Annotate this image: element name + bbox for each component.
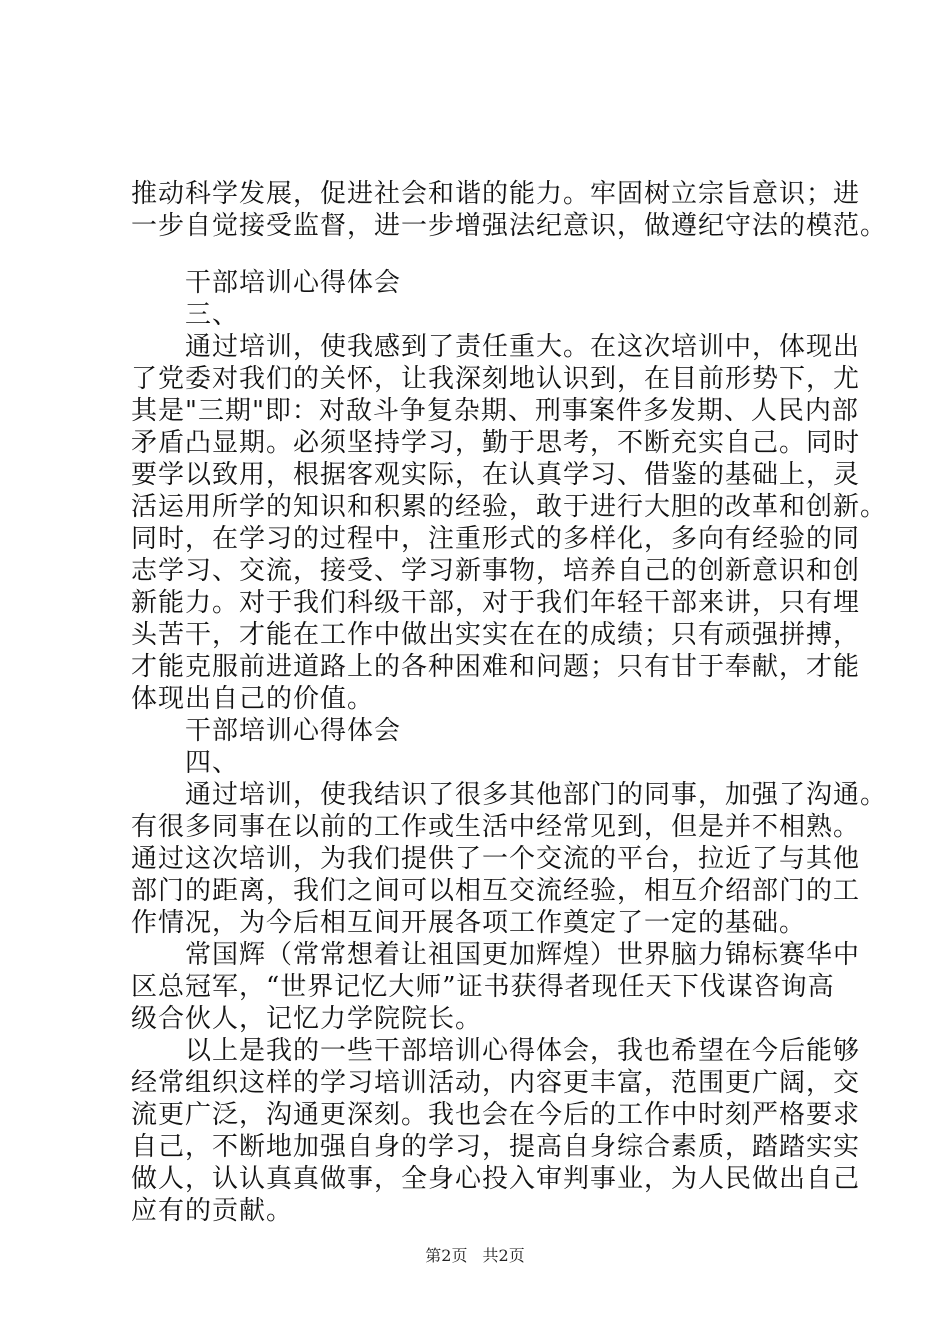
text-line: 应有的贡献。 — [131, 1196, 294, 1226]
section-heading: 干部培训心得体会 — [185, 268, 402, 298]
text-line: 体现出自己的价值。 — [131, 684, 375, 714]
text-line: 活运用所学的知识和积累的经验，敢于进行大胆的改革和创新。 — [131, 492, 888, 522]
text-line: 新能力。对于我们科级干部，对于我们年轻干部来讲，只有埋 — [131, 588, 861, 618]
text-line: 以上是我的一些干部培训心得体会，我也希望在今后能够 — [185, 1036, 861, 1066]
page-number: 第2页 — [425, 1246, 468, 1265]
text-line: 常国辉（常常想着让祖国更加辉煌）世界脑力锦标赛华中 — [185, 940, 861, 970]
text-line: 一步自觉接受监督，进一步增强法纪意识，做遵纪守法的模范。 — [131, 211, 888, 241]
page-footer — [0, 1243, 950, 1266]
text-line: 经常组织这样的学习培训活动，内容更丰富，范围更广阔，交 — [131, 1068, 861, 1098]
text-line: 作情况，为今后相互间开展各项工作奠定了一定的基础。 — [131, 908, 807, 938]
text-line: 同时，在学习的过程中，注重形式的多样化，多向有经验的同 — [131, 524, 861, 554]
section-number: 四、 — [185, 748, 240, 778]
text-line: 矛盾凸显期。必须坚持学习，勤于思考，不断充实自己。同时 — [131, 428, 861, 458]
text-line: 通过培训，使我感到了责任重大。在这次培训中，体现出 — [185, 332, 861, 362]
text-line: 做人，认认真真做事，全身心投入审判事业，为人民做出自己 — [131, 1164, 861, 1194]
text-line: 要学以致用，根据客观实际，在认真学习、借鉴的基础上，灵 — [131, 460, 861, 490]
text-line: 了党委对我们的关怀，让我深刻地认识到，在目前形势下，尤 — [131, 364, 861, 394]
text-line: 通过这次培训，为我们提供了一个交流的平台，拉近了与其他 — [131, 844, 861, 874]
text-line: 推动科学发展，促进社会和谐的能力。牢固树立宗旨意识；进 — [131, 179, 861, 209]
text-line: 部门的距离，我们之间可以相互交流经验，相互介绍部门的工 — [131, 876, 861, 906]
section-three — [131, 267, 888, 1227]
text-line: 才能克服前进道路上的各种困难和问题；只有甘于奉献，才能 — [131, 652, 861, 682]
text-line: 区总冠军，“世界记忆大师”证书获得者现任天下伐谋咨询高 — [131, 972, 835, 1002]
page-total: 共2页 — [482, 1246, 525, 1265]
text-line: 志学习、交流，接受、学习新事物，培养自己的创新意识和创 — [131, 556, 861, 586]
paragraph-continuation — [131, 178, 888, 242]
text-line: 有很多同事在以前的工作或生活中经常见到，但是并不相熟。 — [131, 812, 861, 842]
text-line: 自己，不断地加强自身的学习，提高自身综合素质，踏踏实实 — [131, 1132, 861, 1162]
section-heading: 干部培训心得体会 — [185, 716, 402, 746]
section-number: 三、 — [185, 300, 240, 330]
text-line: 头苦干，才能在工作中做出实实在在的成绩；只有顽强拼搏， — [131, 620, 861, 650]
text-line: 通过培训，使我结识了很多其他部门的同事，加强了沟通。 — [185, 780, 888, 810]
text-line: 级合伙人，记忆力学院院长。 — [131, 1004, 483, 1034]
text-line: 其是"三期"即：对敌斗争复杂期、刑事案件多发期、人民内部 — [131, 396, 859, 426]
text-line: 流更广泛，沟通更深刻。我也会在今后的工作中时刻严格要求 — [131, 1100, 861, 1130]
